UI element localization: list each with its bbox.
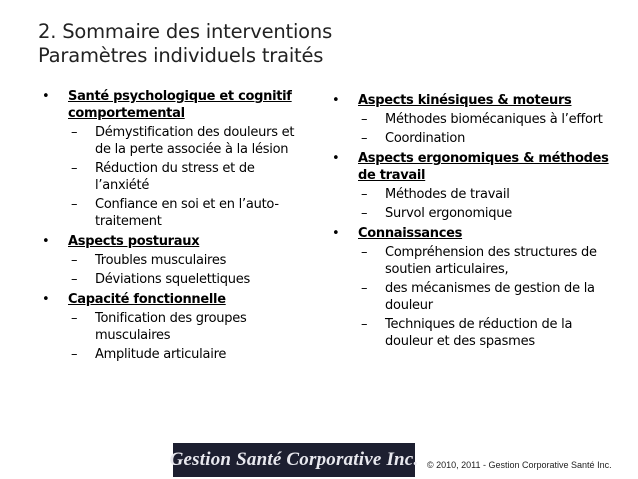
sub-item xyxy=(358,111,618,128)
bullet-glyph: • xyxy=(332,151,340,166)
dash-glyph: – xyxy=(71,272,78,287)
sub-item-text: des mécanismes de gestion de la douleur xyxy=(385,281,595,313)
slide-title xyxy=(38,20,332,68)
sub-item-text: Compréhension des structures de soutien articulaires, xyxy=(385,245,597,277)
sub-item xyxy=(358,205,618,222)
sub-list xyxy=(68,252,308,288)
dash-glyph: – xyxy=(361,112,368,127)
sub-item-text: Réduction du stress et de l’anxiété xyxy=(95,161,255,193)
sub-item-text: Amplitude articulaire xyxy=(95,347,227,362)
bullet-label: Aspects ergonomiques & méthodes de travail xyxy=(358,151,609,183)
bullet-item xyxy=(38,233,308,288)
sub-item xyxy=(358,316,618,350)
bullet-glyph: • xyxy=(42,234,50,249)
bullet-glyph: • xyxy=(42,89,50,104)
sub-item xyxy=(358,244,618,278)
bullet-item xyxy=(38,88,308,230)
sub-item-text: Troubles musculaires xyxy=(95,253,227,268)
sub-item-text: Méthodes de travail xyxy=(385,187,510,202)
bullet-glyph: • xyxy=(42,292,50,307)
dash-glyph: – xyxy=(71,161,78,176)
sub-item-text: Coordination xyxy=(385,131,466,146)
dash-glyph: – xyxy=(361,245,368,260)
sub-item xyxy=(68,124,308,158)
title-line-2: Paramètres individuels traités xyxy=(38,44,324,67)
dash-glyph: – xyxy=(361,317,368,332)
sub-item xyxy=(358,186,618,203)
left-column xyxy=(38,88,308,366)
sub-item-text: Démystification des douleurs et de la perte associée à la lésion xyxy=(95,125,295,157)
bullet-label: Santé psychologique et cognitif comportemental xyxy=(68,89,292,121)
company-logo xyxy=(169,443,419,477)
bullet-item xyxy=(328,92,618,147)
sub-item xyxy=(358,130,618,147)
title-line-1: 2. Sommaire des interventions xyxy=(38,20,333,43)
sub-list xyxy=(358,111,618,147)
bullet-item xyxy=(328,225,618,350)
logo-text: Gestion Santé Corporative Inc. xyxy=(169,449,419,470)
sub-item xyxy=(68,160,308,194)
sub-item xyxy=(68,271,308,288)
sub-list xyxy=(358,186,618,222)
dash-glyph: – xyxy=(71,311,78,326)
bullet-label: Aspects posturaux xyxy=(68,234,200,249)
bullet-label: Capacité fonctionnelle xyxy=(68,292,226,307)
sub-item xyxy=(68,346,308,363)
sub-list xyxy=(68,124,308,230)
right-column xyxy=(328,92,618,353)
sub-item-text: Confiance en soi et en l’auto-traitement xyxy=(95,197,279,229)
dash-glyph: – xyxy=(361,281,368,296)
dash-glyph: – xyxy=(71,125,78,140)
sub-item-text: Tonification des groupes musculaires xyxy=(95,311,247,343)
dash-glyph: – xyxy=(71,253,78,268)
bullet-glyph: • xyxy=(332,93,340,108)
sub-item xyxy=(68,196,308,230)
sub-list xyxy=(68,310,308,363)
copyright-notice: © 2010, 2011 - Gestion Corporative Santé Inc. xyxy=(427,460,612,470)
dash-glyph: – xyxy=(361,206,368,221)
bullet-item xyxy=(328,150,618,222)
bullet-label: Aspects kinésiques & moteurs xyxy=(358,93,572,108)
dash-glyph: – xyxy=(71,347,78,362)
sub-item xyxy=(358,280,618,314)
sub-item xyxy=(68,310,308,344)
sub-list xyxy=(358,244,618,350)
bullet-item xyxy=(38,291,308,363)
sub-item-text: Survol ergonomique xyxy=(385,206,513,221)
dash-glyph: – xyxy=(361,131,368,146)
bullet-label: Connaissances xyxy=(358,226,463,241)
dash-glyph: – xyxy=(71,197,78,212)
sub-item-text: Méthodes biomécaniques à l’effort xyxy=(385,112,603,127)
sub-item-text: Techniques de réduction de la douleur et des spasmes xyxy=(385,317,573,349)
bullet-glyph: • xyxy=(332,226,340,241)
sub-item-text: Déviations squelettiques xyxy=(95,272,251,287)
sub-item xyxy=(68,252,308,269)
dash-glyph: – xyxy=(361,187,368,202)
